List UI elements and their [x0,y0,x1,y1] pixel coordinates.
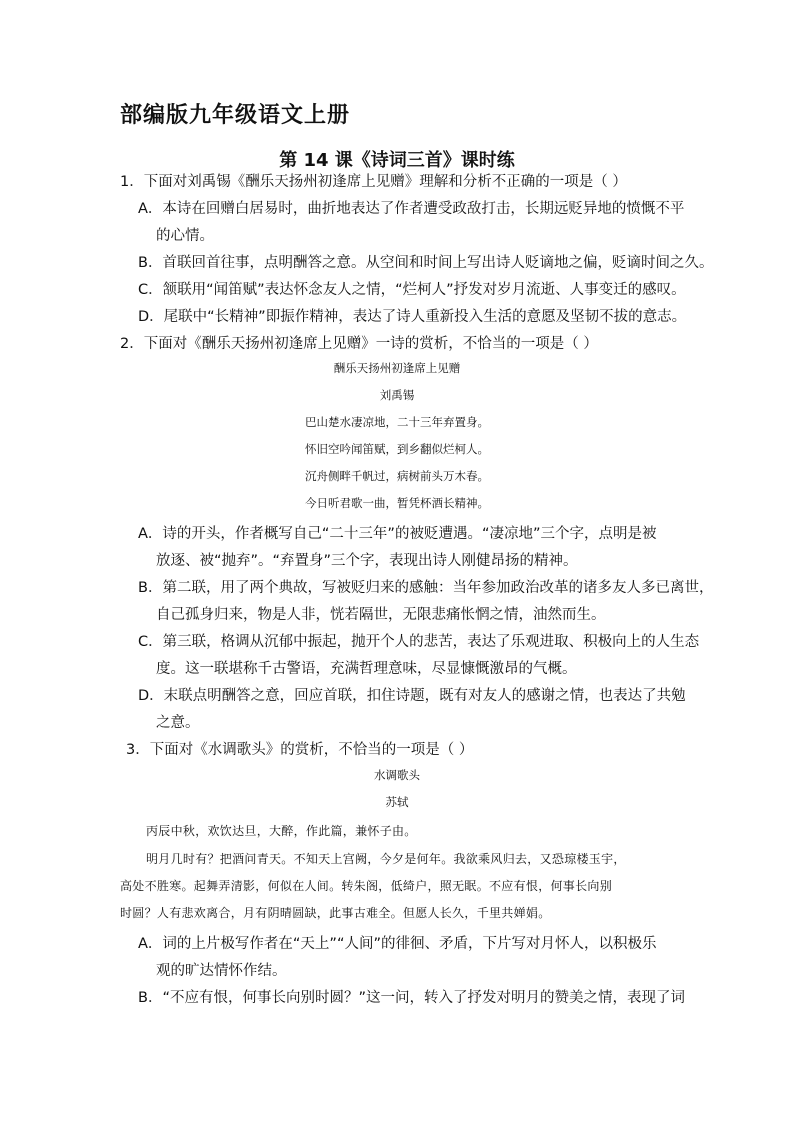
ci-text-line: 高处不胜寒。起舞弄清影，何似在人间。转朱阁，低绮户，照无眠。不应有恨，何事长向别 [120,879,613,893]
poem-line: 沉舟侧畔千帆过，病树前头万木春。 [305,469,489,483]
ci-author: 苏轼 [385,795,409,809]
question-2-option-c-cont: 度。这一联堪称千古警语，充满哲理意味，尽显慷慨激昂的气概。 [156,661,577,677]
question-3-option-a: A．词的上片极写作者在“天上”“人间”的徘徊、矛盾，下片写对月怀人，以积极乐 [138,936,657,952]
ci-preface: 丙辰中秋，欢饮达旦，大醉，作此篇，兼怀子由。 [146,824,417,838]
ci-title: 水调歌头 [374,768,420,782]
question-1-stem: 1．下面对刘禹锡《酬乐天扬州初逢席上见赠》理解和分析不正确的一项是（ ） [120,174,627,190]
question-2-option-d-cont: 之意。 [156,715,200,731]
question-1-option-c: C．颔联用“闻笛赋”表达怀念友人之情，“烂柯人”抒发对岁月流逝、人事变迁的感叹。 [138,282,686,298]
question-3-option-a-cont: 观的旷达情怀作结。 [156,963,287,979]
ci-text-line: 明月几时有？把酒问青天。不知天上宫阙，今夕是何年。我欲乘风归去，又恐琼楼玉宇， [146,852,626,866]
question-2-option-b-cont: 自己孤身归来，物是人非，恍若隔世，无限悲痛怅惘之情，油然而生。 [156,607,606,623]
document-header: 部编版九年级语文上册 [120,103,351,128]
question-2-option-a: A．诗的开头，作者概写自己“二十三年”的被贬遭遇。“凄凉地”三个字，点明是被 [138,526,657,542]
question-1-option-a-cont: 的心情。 [156,228,214,244]
ci-text-line: 时圆？人有悲欢离合，月有阴晴圆缺，此事古难全。但愿人长久，千里共婵娟。 [120,906,551,920]
question-3-stem: 3．下面对《水调歌头》的赏析，不恰当的一项是（ ） [126,742,474,758]
question-1-option-d: D．尾联中“长精神”即振作精神，表达了诗人重新投入生活的意愿及坚韧不拔的意志。 [138,309,687,325]
question-2-option-c: C．第三联，格调从沉郁中振起，抛开个人的悲苦，表达了乐观进取、积极向上的人生态 [138,634,700,650]
poem-title: 酬乐天扬州初逢席上见赠 [333,361,461,375]
question-2-option-b: B．第二联，用了两个典故，写被贬归来的感触：当年参加政治改革的诸多友人多已离世， [138,580,714,596]
lesson-title: 第 14 课《诗词三首》课时练 [279,150,515,171]
poem-line: 巴山楚水凄凉地，二十三年弃置身。 [305,415,489,429]
question-2-option-a-cont: 放逐、被“抛弃”。“弃置身”三个字，表现出诗人刚健昂扬的精神。 [156,553,578,569]
poem-author: 刘禹锡 [379,388,415,402]
question-2-stem: 2．下面对《酬乐天扬州初逢席上见赠》一诗的赏析，不恰当的一项是（ ） [120,336,598,352]
poem-line: 今日听君歌一曲，暂凭杯酒长精神。 [305,496,489,510]
question-2-option-d: D．末联点明酬答之意，回应首联，扣住诗题，既有对友人的感谢之情，也表达了共勉 [138,688,686,704]
poem-line: 怀旧空吟闻笛赋，到乡翻似烂柯人。 [305,442,489,456]
question-1-option-b: B．首联回首往事，点明酬答之意。从空间和时间上写出诗人贬谪地之偏，贬谪时间之久。 [138,255,714,271]
question-3-option-b: B．“不应有恨，何事长向别时圆？”这一问，转入了抒发对明月的赞美之情，表现了词 [138,990,685,1006]
question-1-option-a: A．本诗在回赠白居易时，曲折地表达了作者遭受政敌打击，长期远贬异地的愤慨不平 [138,201,685,217]
